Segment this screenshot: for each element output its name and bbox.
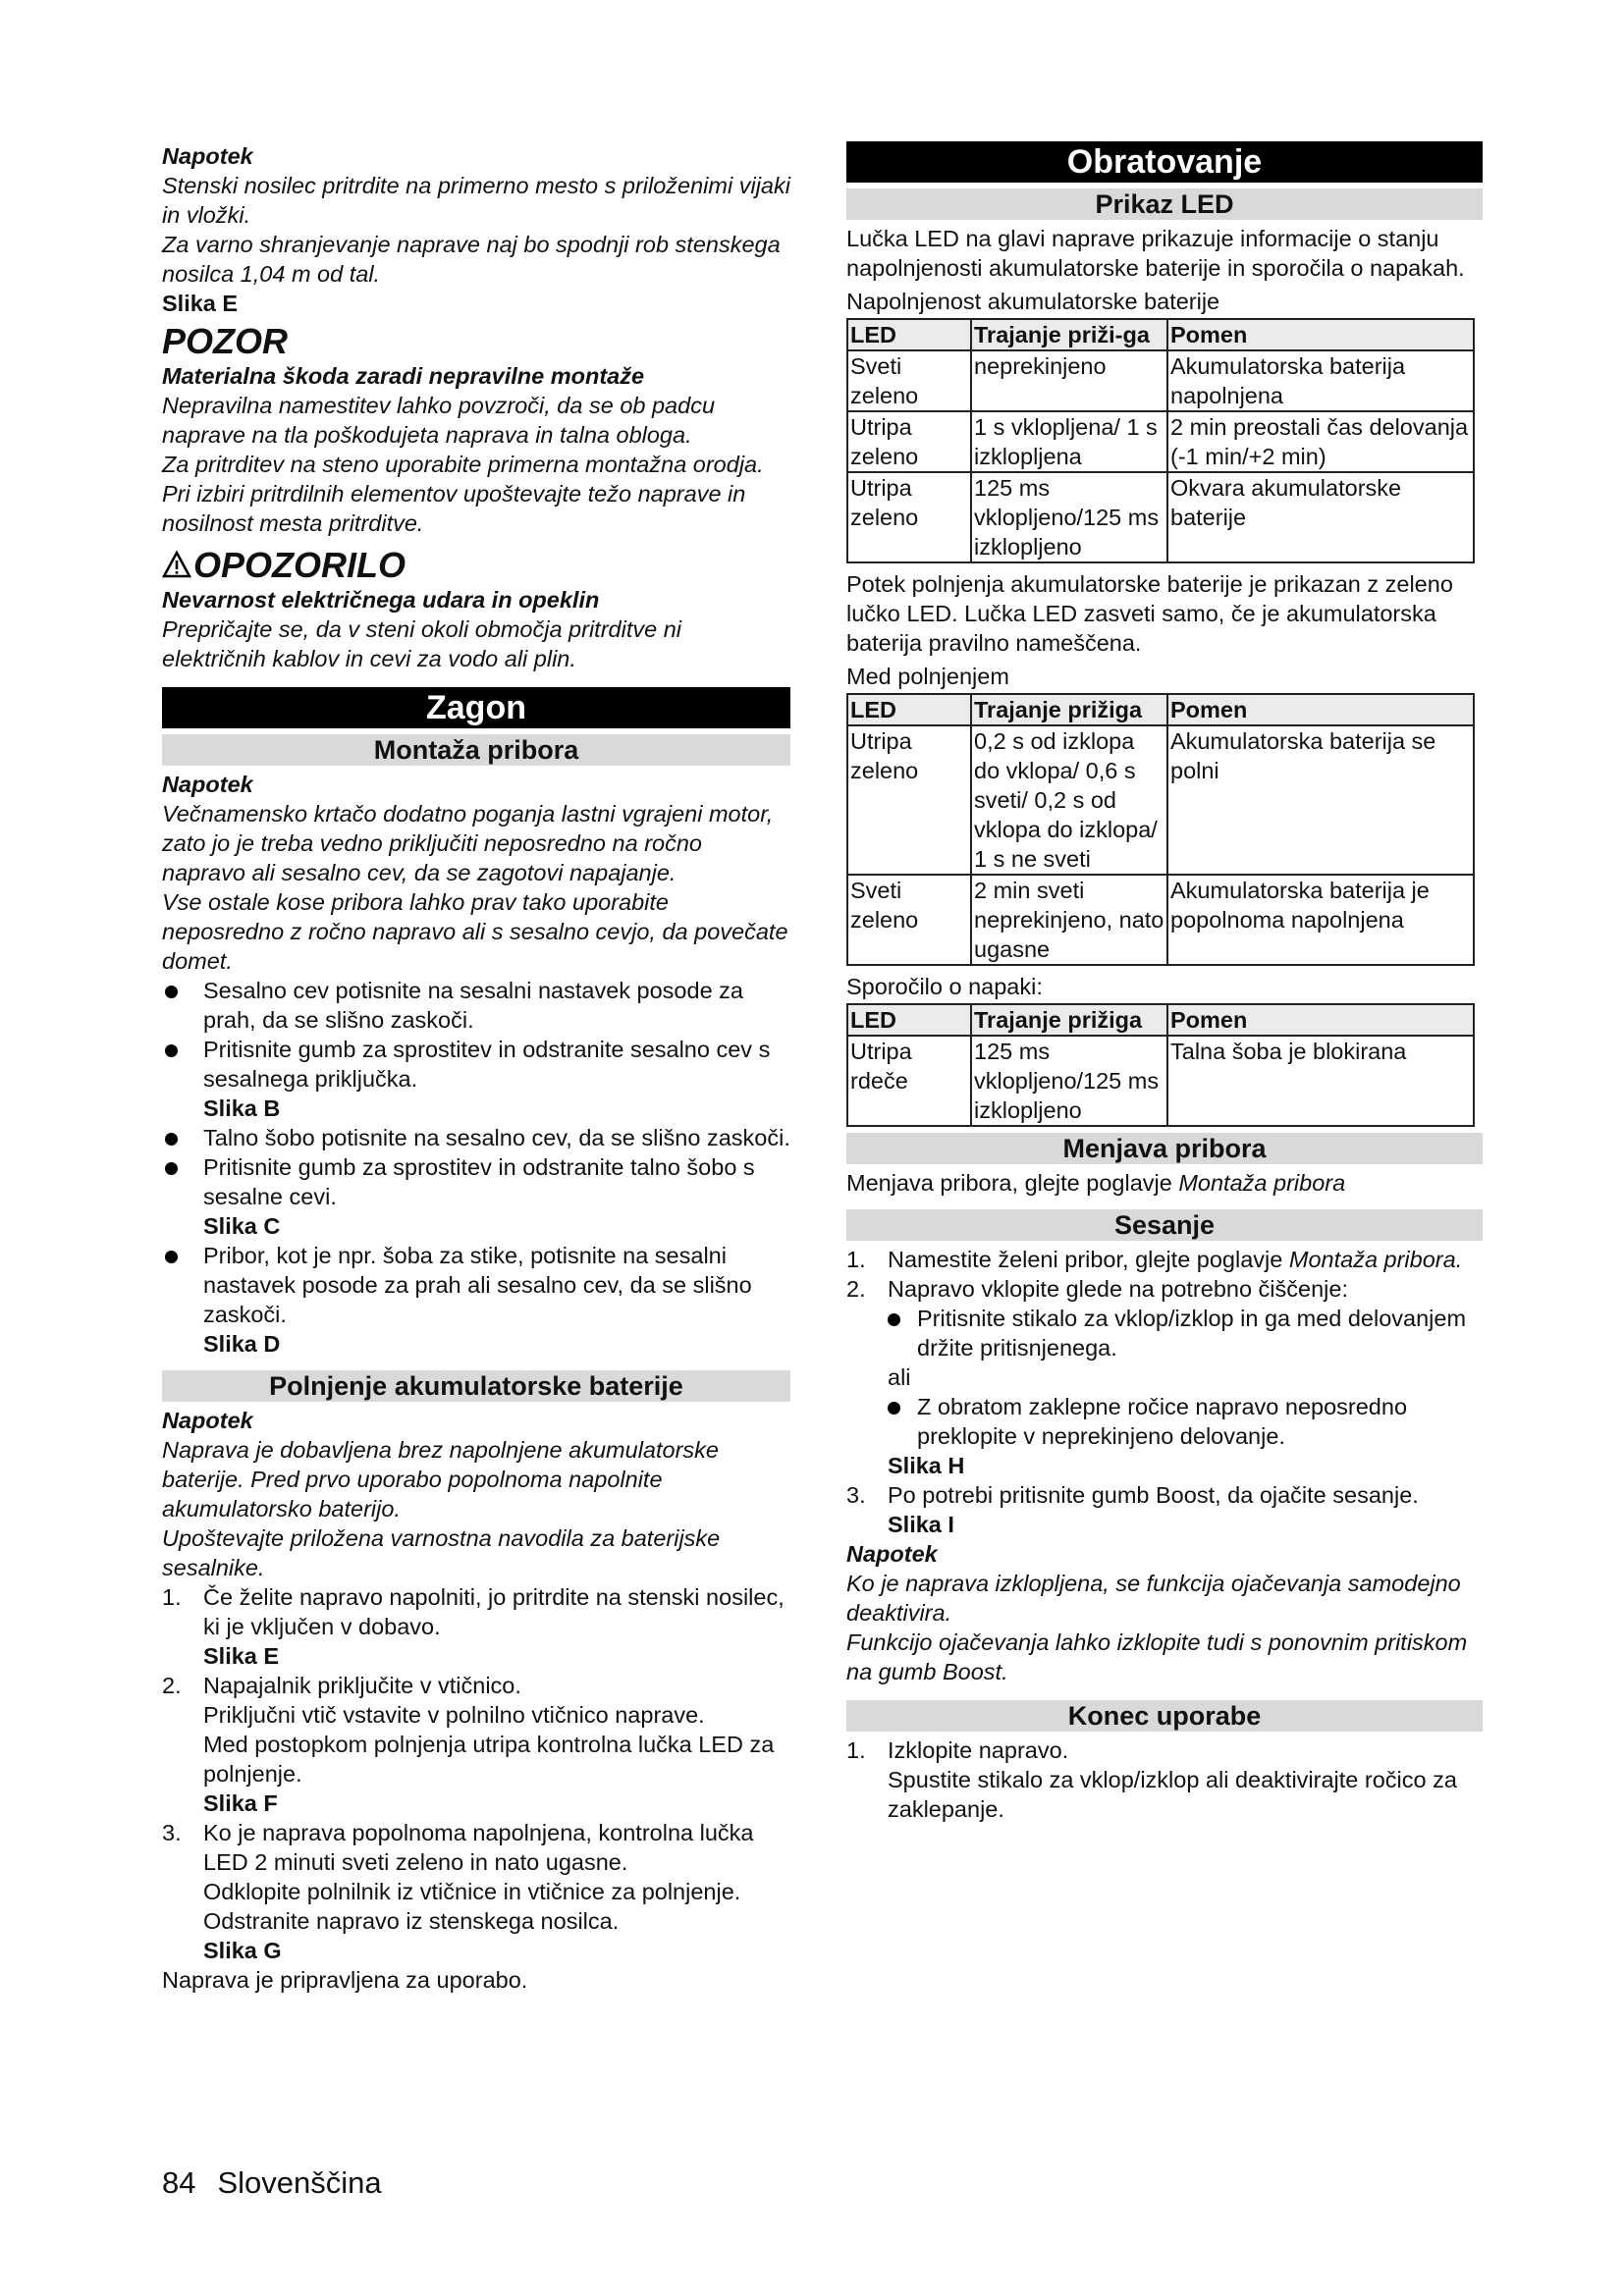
table-header-row (847, 319, 1474, 350)
body-text: Potek polnjenja akumulatorske baterije je prikazan z zeleno lučko LED. Lučka LED zasveti samo, če je akumulatorska baterija pravilno nameščena. (846, 571, 1453, 656)
warning-heading (162, 546, 790, 585)
note-text: Ko je naprava izklopljena, se funkcija ojačevanja samodejno deaktivira. (846, 1571, 1461, 1626)
menjava-text: Menjava pribora, glejte poglavje (846, 1170, 1172, 1196)
step-text: Odstranite napravo iz stenskega nosilca. (203, 1908, 620, 1934)
header-cell: Trajanje prižiga (971, 694, 1167, 725)
header-cell: LED (847, 694, 971, 725)
warning-triangle-icon (162, 550, 191, 579)
bullet-item: Pritisnite gumb za sprostitev in odstranite sesalno cev s sesalnega priključka. (162, 1035, 790, 1094)
left-column (162, 141, 790, 1995)
header-cell: LED (847, 319, 971, 350)
step-text: Izklopite napravo. (888, 1737, 1069, 1763)
step-item (162, 1582, 790, 1641)
table-cell: Akumulatorska baterija je popolnoma napolnjena (1167, 875, 1474, 965)
figure-ref: Slika C (203, 1213, 281, 1239)
table-cell: Utripa zeleno (847, 725, 971, 875)
note-text: Funkcijo ojačevanja lahko izklopite tudi s ponovnim pritiskom na gumb Boost. (846, 1629, 1468, 1684)
figure-ref: Slika I (888, 1512, 954, 1537)
subsection-heading-polnjenje: Polnjenje akumulatorske baterije (162, 1370, 790, 1402)
step-number: 2. (162, 1673, 182, 1698)
step-number: 1. (846, 1737, 866, 1763)
table-cell: Sveti zeleno (847, 875, 971, 965)
led-table-charge-level (846, 318, 1475, 563)
bullet-item: Talno šobo potisnite na sesalno cev, da se slišno zaskoči. (162, 1123, 790, 1152)
warning-subtitle: Nevarnost električnega udara in opeklin (162, 587, 600, 613)
bullet-item: Pribor, kot je npr. šoba za stike, potisnite na sesalni nastavek posode za prah ali sesalno cev, da se slišno zaskoči. (162, 1241, 790, 1329)
table-cell: Utripa zeleno (847, 411, 971, 472)
subsection-heading-sesanje: Sesanje (846, 1209, 1483, 1241)
step-text: Napajalnik priključite v vtičnico. (203, 1673, 521, 1698)
page-number: 84 (162, 2165, 196, 2200)
section-heading-zagon: Zagon (162, 687, 790, 728)
table-cell: Talna šoba je blokirana (1167, 1036, 1474, 1126)
led-table-charging (846, 693, 1475, 966)
step-item (846, 1735, 1483, 1765)
figure-ref: Slika G (203, 1938, 282, 1963)
caution-title: POZOR (162, 321, 289, 361)
warning-title: OPOZORILO (193, 545, 406, 585)
subsection-heading-montaza: Montaža pribora (162, 734, 790, 766)
header-cell: Trajanje priži-ga (971, 319, 1167, 350)
note-label: Napotek (846, 1541, 938, 1567)
step-text: Med postopkom polnjenja utripa kontrolna lučka LED za polnjenje. (203, 1732, 775, 1787)
header-cell: Trajanje prižiga (971, 1004, 1167, 1036)
table-cell: Akumulatorska baterija se polni (1167, 725, 1474, 875)
table-cell: 125 ms vklopljeno/125 ms izklopljeno (971, 1036, 1167, 1126)
step-text: Spustite stikalo za vklop/izklop ali deaktivirajte ročico za zaklepanje. (888, 1767, 1457, 1822)
figure-ref: Slika H (888, 1453, 965, 1478)
caution-text: Za pritrditev na steno uporabite primerna montažna orodja. (162, 452, 764, 477)
note-text: Stenski nosilec pritrdite na primerno mesto s priloženimi vijaki in vložki. (162, 173, 790, 228)
note-text: Večnamensko krtačo dodatno poganja lastni vgrajeni motor, zato jo je treba vedno priključiti neposredno na ročno napravo ali sesalno cev, da se zagotovi napajanje. (162, 801, 774, 885)
bullet-item: Sesalno cev potisnite na sesalni nastavek posode za prah, da se slišno zaskoči. (162, 976, 790, 1035)
alternative-text: ali (888, 1364, 911, 1390)
header-cell: Pomen (1167, 1004, 1474, 1036)
table-cell: 0,2 s od izklopa do vklopa/ 0,6 s sveti/ 0,2 s od vklopa do izklopa/ 1 s ne sveti (971, 725, 1167, 875)
step-text: Po potrebi pritisnite gumb Boost, da ojačite sesanje. (888, 1482, 1419, 1508)
subsection-heading-konec: Konec uporabe (846, 1700, 1483, 1732)
bullet-item: Pritisnite stikalo za vklop/izklop in ga med delovanjem držite pritisnjenega. (846, 1304, 1483, 1362)
header-cell: Pomen (1167, 319, 1474, 350)
table-cell: Utripa zeleno (847, 472, 971, 562)
table-cell: 2 min sveti neprekinjeno, nato ugasne (971, 875, 1167, 965)
body-text (846, 1168, 1483, 1198)
table-header-row (847, 1004, 1474, 1036)
table-cell: Utripa rdeče (847, 1036, 971, 1126)
figure-ref: Slika D (203, 1331, 281, 1357)
table-cell: neprekinjeno (971, 350, 1167, 411)
note-text: Upoštevajte priložena varnostna navodila za baterijske sesalnike. (162, 1525, 721, 1580)
table-row (847, 472, 1474, 562)
note-text: Vse ostale kose pribora lahko prav tako uporabite neposredno z ročno napravo ali s sesalno cevjo, da povečate domet. (162, 889, 788, 974)
table-caption: Napolnjenost akumulatorske baterije (846, 289, 1220, 314)
bullet-item: Pritisnite gumb za sprostitev in odstranite talno šobo s sesalne cevi. (162, 1152, 790, 1211)
intro-text: Lučka LED na glavi naprave prikazuje informacije o stanju napolnjenosti akumulatorske baterije in sporočila o napakah. (846, 226, 1465, 281)
step-number: 3. (846, 1482, 866, 1508)
step-text: Odklopite polnilnik iz vtičnice in vtičnice za polnjenje. (203, 1879, 741, 1904)
table-caption: Med polnjenjem (846, 664, 1009, 689)
header-cell: Pomen (1167, 694, 1474, 725)
step-item (162, 1671, 790, 1700)
table-row (847, 350, 1474, 411)
table-cell: 1 s vklopljena/ 1 s izklopljena (971, 411, 1167, 472)
figure-ref: Slika E (203, 1643, 280, 1669)
step-item (846, 1274, 1483, 1304)
table-row (847, 411, 1474, 472)
step-item (846, 1245, 1483, 1274)
table-header-row (847, 694, 1474, 725)
table-cell: Okvara akumulatorske baterije (1167, 472, 1474, 562)
step-text: Napravo vklopite glede na potrebno čiščenje: (888, 1276, 1348, 1302)
chapter-ref: Montaža pribora. (1288, 1247, 1463, 1272)
table-cell: 2 min preostali čas delovanja (-1 min/+2 min) (1167, 411, 1474, 472)
step-number: 2. (846, 1276, 866, 1302)
step-number: 3. (162, 1820, 182, 1845)
caution-text: Nepravilna namestitev lahko povzroči, da se ob padcu naprave na tla poškodujeta naprava in talna obloga. (162, 393, 716, 448)
page-footer (162, 2163, 382, 2203)
table-row (847, 875, 1474, 965)
right-column (846, 141, 1483, 1824)
step-text: Namestite želeni pribor, glejte poglavje (888, 1247, 1283, 1272)
note-label: Napotek (162, 772, 253, 797)
chapter-ref: Montaža pribora (1178, 1170, 1346, 1196)
note-text: Za varno shranjevanje naprave naj bo spodnji rob stenskega nosilca 1,04 m od tal. (162, 232, 781, 287)
warning-text: Prepričajte se, da v steni okoli območja pritrditve ni električnih kablov in cevi za vodo ali plin. (162, 616, 681, 671)
header-cell: LED (847, 1004, 971, 1036)
step-number: 1. (846, 1247, 866, 1272)
note-label: Napotek (162, 1408, 253, 1433)
figure-ref: Slika E (162, 291, 239, 316)
note-label: Napotek (162, 143, 253, 169)
subsection-heading-menjava: Menjava pribora (846, 1133, 1483, 1164)
caution-subtitle: Materialna škoda zaradi nepravilne montaže (162, 363, 645, 389)
table-cell: 125 ms vklopljeno/125 ms izklopljeno (971, 472, 1167, 562)
footer-language: Slovenščina (217, 2165, 382, 2200)
bullet-item: Z obratom zaklepne ročice napravo neposredno preklopite v neprekinjeno delovanje. (846, 1392, 1483, 1451)
step-text: Če želite napravo napolniti, jo pritrdite na stenski nosilec, ki je vključen v dobavo. (203, 1584, 785, 1639)
table-cell: Sveti zeleno (847, 350, 971, 411)
section-heading-obratovanje: Obratovanje (846, 141, 1483, 183)
step-text: Priključni vtič vstavite v polnilno vtičnico naprave. (203, 1702, 705, 1728)
caution-text: Pri izbiri pritrdilnih elementov upoštevajte težo naprave in nosilnost mesta pritrditve. (162, 481, 746, 536)
figure-ref: Slika F (203, 1790, 278, 1816)
table-row (847, 725, 1474, 875)
closing-text: Naprava je pripravljena za uporabo. (162, 1967, 528, 1993)
figure-ref: Slika B (203, 1095, 281, 1121)
table-cell: Akumulatorska baterija napolnjena (1167, 350, 1474, 411)
table-row (847, 1036, 1474, 1126)
subsection-heading-prikaz-led: Prikaz LED (846, 188, 1483, 220)
led-table-error (846, 1003, 1475, 1127)
note-text: Naprava je dobavljena brez napolnjene akumulatorske baterije. Pred prvo uporabo popolnoma napolnite akumulatorsko baterijo. (162, 1437, 719, 1522)
step-item (846, 1480, 1483, 1510)
step-item (162, 1818, 790, 1877)
step-number: 1. (162, 1584, 182, 1610)
table-caption: Sporočilo o napaki: (846, 974, 1043, 999)
step-text: Ko je naprava popolnoma napolnjena, kontrolna lučka LED 2 minuti sveti zeleno in nato ugasne. (203, 1820, 754, 1875)
